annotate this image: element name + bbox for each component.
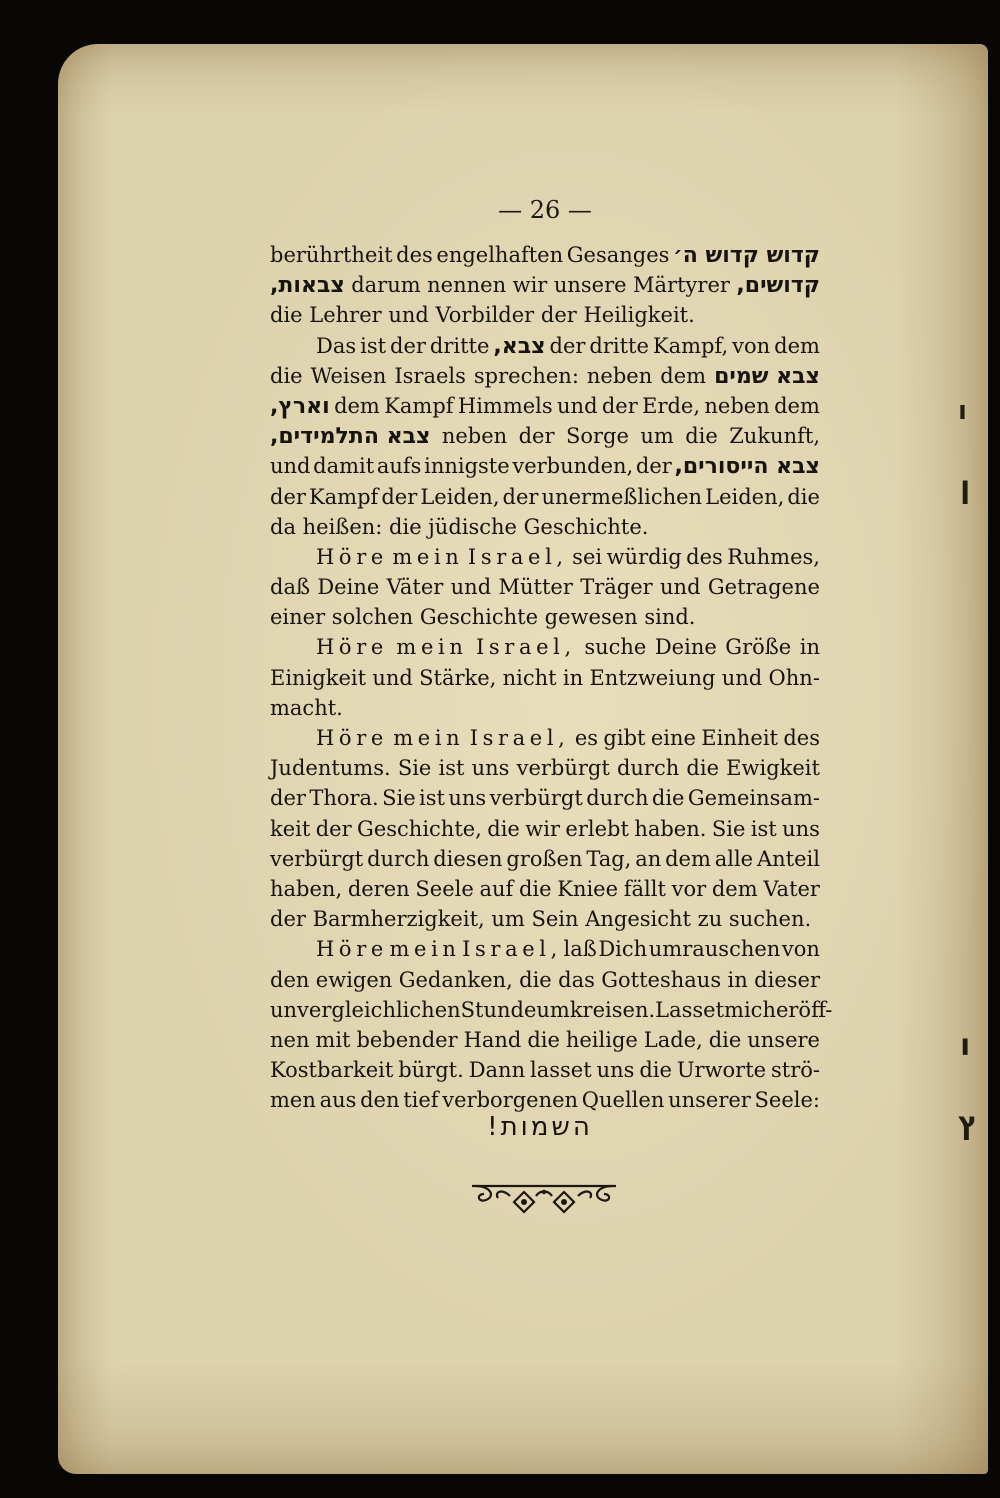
- text-line: Das ist der dritte צבא, der dritte Kampf, von dem: [316, 333, 820, 359]
- text-line: צבא התלמידים, neben der Sorge um die Zukunft,: [270, 424, 820, 450]
- text-line: und damit aufs innigste verbunden, der צבא הייסורים,: [270, 454, 820, 480]
- margin-mark: ץ: [958, 1106, 978, 1141]
- text-line: haben, deren Seele auf die Kniee fällt vor dem Vater: [270, 876, 820, 901]
- text-line: den ewigen Gedanken, die das Gotteshaus in dieser: [270, 967, 820, 992]
- text-line: וארץ, dem Kampf Himmels und der Erde, neben dem: [270, 393, 820, 419]
- text-line: die Lehrer und Vorbilder der Heiligkeit.: [270, 303, 695, 328]
- page-number: — 26 —: [498, 196, 592, 224]
- text-line: Höre mein Israel, suche Deine Größe in: [316, 635, 820, 660]
- closing-hebrew-word: השמות!: [487, 1112, 593, 1142]
- margin-mark: ו: [958, 396, 967, 426]
- ornament-divider: [470, 1170, 618, 1226]
- text-line: men aus den tief verborgenen Quellen unserer Seele:: [270, 1088, 820, 1113]
- text-line: der Thora. Sie ist uns verbürgt durch die Gemeinsam-: [270, 786, 820, 811]
- text-line: צבאות, darum nennen wir unsere Märtyrer קדושים,: [270, 273, 820, 299]
- text-line: der Barmherzigkeit, um Sein Angesicht zu suchen.: [270, 907, 812, 932]
- text-line: Kostbarkeit bürgt. Dann lasset uns die Urworte strö-: [270, 1058, 820, 1083]
- text-line: berührtheit des engelhaften Gesanges קדוש קדוש ה׳: [270, 243, 820, 268]
- body-text: [270, 240, 833, 1115]
- margin-mark: ן: [960, 470, 971, 505]
- text-line: daß Deine Väter und Mütter Träger und Getragene: [270, 575, 820, 600]
- text-line: die Weisen Israels sprechen: neben dem צבא שמים: [270, 363, 820, 389]
- text-line: macht.: [270, 695, 343, 720]
- text-line: verbürgt durch diesen großen Tag, an dem alle Anteil: [270, 846, 820, 871]
- text-line: Höre mein Israel, sei würdig des Ruhmes,: [316, 544, 820, 569]
- text-line: Höre mein Israel, es gibt eine Einheit des: [316, 726, 820, 750]
- text-line: unvergleichlichen Stunde umkreisen. Lasset mich eröff-: [270, 997, 833, 1022]
- text-line: Höre mein Israel, laß Dich umrauschen von: [316, 937, 820, 962]
- text-line: einer solchen Geschichte gewesen sind.: [270, 605, 696, 630]
- text-line: Judentums. Sie ist uns verbürgt durch die Ewigkeit: [270, 756, 820, 781]
- margin-mark: ו: [960, 1028, 971, 1063]
- text-line: Einigkeit und Stärke, nicht in Entzweiung und Ohn-: [270, 665, 820, 690]
- text-line: da heißen: die jüdische Geschichte.: [270, 514, 649, 539]
- text-line: nen mit bebender Hand die heilige Lade, die unsere: [270, 1027, 820, 1052]
- text-line: keit der Geschichte, die wir erlebt haben. Sie ist uns: [270, 816, 820, 841]
- text-line: der Kampf der Leiden, der unermeßlichen Leiden, die: [270, 484, 820, 509]
